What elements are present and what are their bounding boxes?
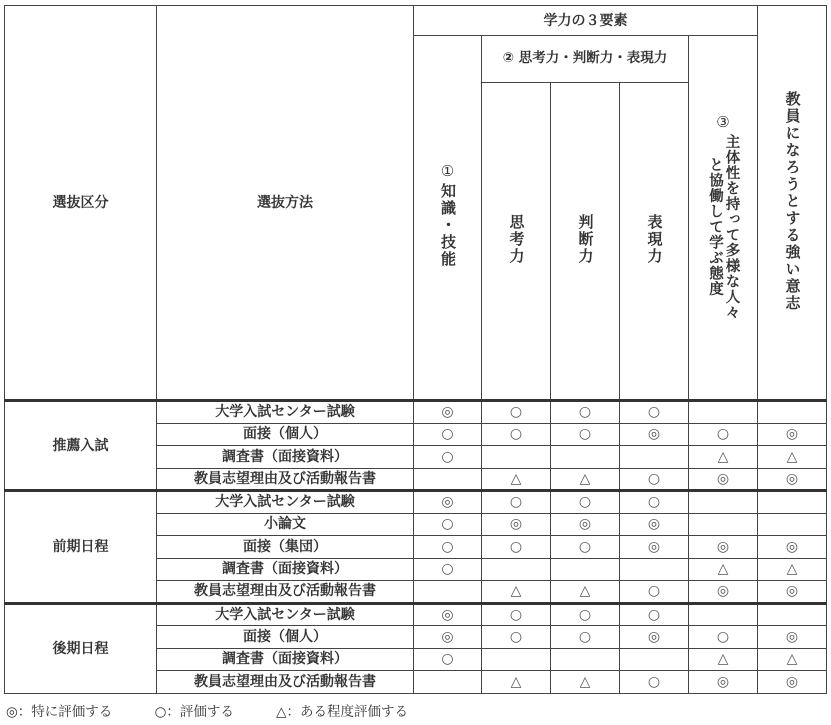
evaluation-mark: ○ bbox=[414, 423, 482, 446]
evaluation-mark: ◎ bbox=[414, 491, 482, 514]
evaluation-mark bbox=[551, 648, 620, 671]
evaluation-mark bbox=[482, 648, 551, 671]
method-name: 調査書（面接資料） bbox=[157, 446, 414, 469]
header-thinking-label: 思考力 bbox=[507, 214, 526, 265]
evaluation-mark: ○ bbox=[551, 401, 620, 424]
evaluation-mark bbox=[482, 558, 551, 581]
evaluation-mark: ○ bbox=[482, 401, 551, 424]
header-will-label: 教員になろうとする強い意志 bbox=[783, 90, 802, 312]
method-name: 大学入試センター試験 bbox=[157, 401, 414, 424]
header-knowledge-num: ① bbox=[440, 162, 455, 180]
evaluation-mark: △ bbox=[758, 648, 827, 671]
evaluation-mark: △ bbox=[482, 581, 551, 604]
evaluation-mark: △ bbox=[551, 671, 620, 694]
method-name: 面接（集団） bbox=[157, 536, 414, 559]
evaluation-mark bbox=[689, 513, 758, 536]
evaluation-mark: ◎ bbox=[620, 536, 689, 559]
evaluation-mark: ○ bbox=[620, 603, 689, 626]
header-expression bbox=[620, 83, 689, 401]
evaluation-mark: △ bbox=[758, 558, 827, 581]
evaluation-mark: ○ bbox=[620, 468, 689, 491]
evaluation-mark bbox=[482, 446, 551, 469]
evaluation-mark: ○ bbox=[414, 558, 482, 581]
evaluation-mark: ○ bbox=[414, 536, 482, 559]
evaluation-mark bbox=[620, 446, 689, 469]
evaluation-mark: ◎ bbox=[551, 513, 620, 536]
legend-double-circle: ◎：特に評価する bbox=[6, 704, 113, 720]
evaluation-mark: ○ bbox=[551, 603, 620, 626]
evaluation-mark bbox=[620, 648, 689, 671]
evaluation-mark: ○ bbox=[620, 671, 689, 694]
evaluation-mark: △ bbox=[482, 671, 551, 694]
evaluation-mark: ◎ bbox=[758, 626, 827, 649]
evaluation-mark: △ bbox=[689, 558, 758, 581]
evaluation-mark: ○ bbox=[551, 536, 620, 559]
evaluation-mark bbox=[414, 468, 482, 491]
evaluation-mark: ○ bbox=[551, 423, 620, 446]
evaluation-mark bbox=[689, 603, 758, 626]
method-name: 大学入試センター試験 bbox=[157, 603, 414, 626]
header-category: 選抜区分 bbox=[5, 6, 157, 401]
evaluation-mark bbox=[758, 401, 827, 424]
evaluation-mark: △ bbox=[689, 446, 758, 469]
evaluation-mark: ○ bbox=[689, 626, 758, 649]
evaluation-mark bbox=[414, 671, 482, 694]
evaluation-mark: ○ bbox=[689, 423, 758, 446]
evaluation-mark: ◎ bbox=[689, 468, 758, 491]
evaluation-mark: △ bbox=[689, 648, 758, 671]
header-method: 選抜方法 bbox=[157, 6, 414, 401]
evaluation-mark: ◎ bbox=[414, 401, 482, 424]
evaluation-mark: ◎ bbox=[758, 581, 827, 604]
evaluation-mark: ◎ bbox=[414, 626, 482, 649]
evaluation-mark: ○ bbox=[482, 626, 551, 649]
evaluation-mark: ◎ bbox=[689, 536, 758, 559]
evaluation-mark: ○ bbox=[414, 648, 482, 671]
header-thinking bbox=[482, 83, 551, 401]
evaluation-mark: ○ bbox=[551, 491, 620, 514]
group-name: 推薦入試 bbox=[5, 401, 157, 491]
evaluation-mark bbox=[758, 513, 827, 536]
evaluation-mark: ○ bbox=[414, 446, 482, 469]
legend-triangle: △：ある程度評価する bbox=[276, 704, 409, 720]
group-name: 後期日程 bbox=[5, 603, 157, 693]
group-name: 前期日程 bbox=[5, 491, 157, 604]
method-name: 調査書（面接資料） bbox=[157, 648, 414, 671]
evaluation-mark bbox=[689, 401, 758, 424]
method-name: 面接（個人） bbox=[157, 626, 414, 649]
evaluation-mark: ○ bbox=[620, 401, 689, 424]
evaluation-mark: ◎ bbox=[758, 671, 827, 694]
header-expression-label: 表現力 bbox=[645, 214, 664, 265]
evaluation-mark: ○ bbox=[620, 581, 689, 604]
evaluation-mark: ○ bbox=[482, 536, 551, 559]
method-name: 小論文 bbox=[157, 513, 414, 536]
method-name: 教員志望理由及び活動報告書 bbox=[157, 581, 414, 604]
evaluation-mark: ○ bbox=[482, 491, 551, 514]
evaluation-mark bbox=[758, 603, 827, 626]
selection-evaluation-table bbox=[4, 5, 827, 694]
header-initiative-line2: と協働して学ぶ態度 bbox=[707, 157, 723, 297]
method-name: 調査書（面接資料） bbox=[157, 558, 414, 581]
table-row bbox=[5, 603, 827, 626]
table-row bbox=[5, 401, 827, 424]
evaluation-mark: △ bbox=[551, 468, 620, 491]
evaluation-mark: ◎ bbox=[414, 603, 482, 626]
method-name: 面接（個人） bbox=[157, 423, 414, 446]
header-judgment bbox=[551, 83, 620, 401]
evaluation-mark bbox=[551, 446, 620, 469]
evaluation-mark: ◎ bbox=[482, 513, 551, 536]
method-name: 教員志望理由及び活動報告書 bbox=[157, 468, 414, 491]
header-knowledge bbox=[414, 36, 482, 401]
evaluation-mark: ○ bbox=[620, 491, 689, 514]
legend bbox=[6, 700, 446, 720]
header-initiative bbox=[689, 36, 758, 401]
header-judgment-label: 判断力 bbox=[576, 214, 595, 265]
method-name: 教員志望理由及び活動報告書 bbox=[157, 671, 414, 694]
evaluation-mark bbox=[758, 491, 827, 514]
header-knowledge-label: 知識・技能 bbox=[439, 183, 457, 268]
evaluation-mark: △ bbox=[551, 581, 620, 604]
evaluation-mark: ○ bbox=[482, 423, 551, 446]
evaluation-mark bbox=[689, 491, 758, 514]
header-initiative-line1: 主体性を持って多様な人々 bbox=[723, 134, 740, 320]
evaluation-mark: ◎ bbox=[758, 536, 827, 559]
legend-circle: ○：評価する bbox=[154, 704, 234, 720]
table-row bbox=[5, 491, 827, 514]
evaluation-mark: ◎ bbox=[689, 581, 758, 604]
evaluation-mark: ◎ bbox=[620, 626, 689, 649]
evaluation-mark: ○ bbox=[482, 603, 551, 626]
evaluation-mark: ◎ bbox=[758, 423, 827, 446]
evaluation-mark bbox=[414, 581, 482, 604]
evaluation-mark: ◎ bbox=[689, 671, 758, 694]
evaluation-mark: ○ bbox=[551, 626, 620, 649]
header-elements: 学力の３要素 bbox=[414, 6, 758, 36]
header-will bbox=[758, 6, 827, 401]
method-name: 大学入試センター試験 bbox=[157, 491, 414, 514]
evaluation-mark: △ bbox=[482, 468, 551, 491]
header-thinking-group: ② 思考力・判断力・表現力 bbox=[482, 36, 689, 83]
header-initiative-num: ③ bbox=[716, 113, 730, 131]
evaluation-mark bbox=[620, 558, 689, 581]
evaluation-mark: ◎ bbox=[620, 513, 689, 536]
evaluation-mark: ◎ bbox=[620, 423, 689, 446]
evaluation-mark: △ bbox=[758, 446, 827, 469]
evaluation-mark: ○ bbox=[414, 513, 482, 536]
evaluation-mark: ◎ bbox=[758, 468, 827, 491]
evaluation-mark bbox=[551, 558, 620, 581]
